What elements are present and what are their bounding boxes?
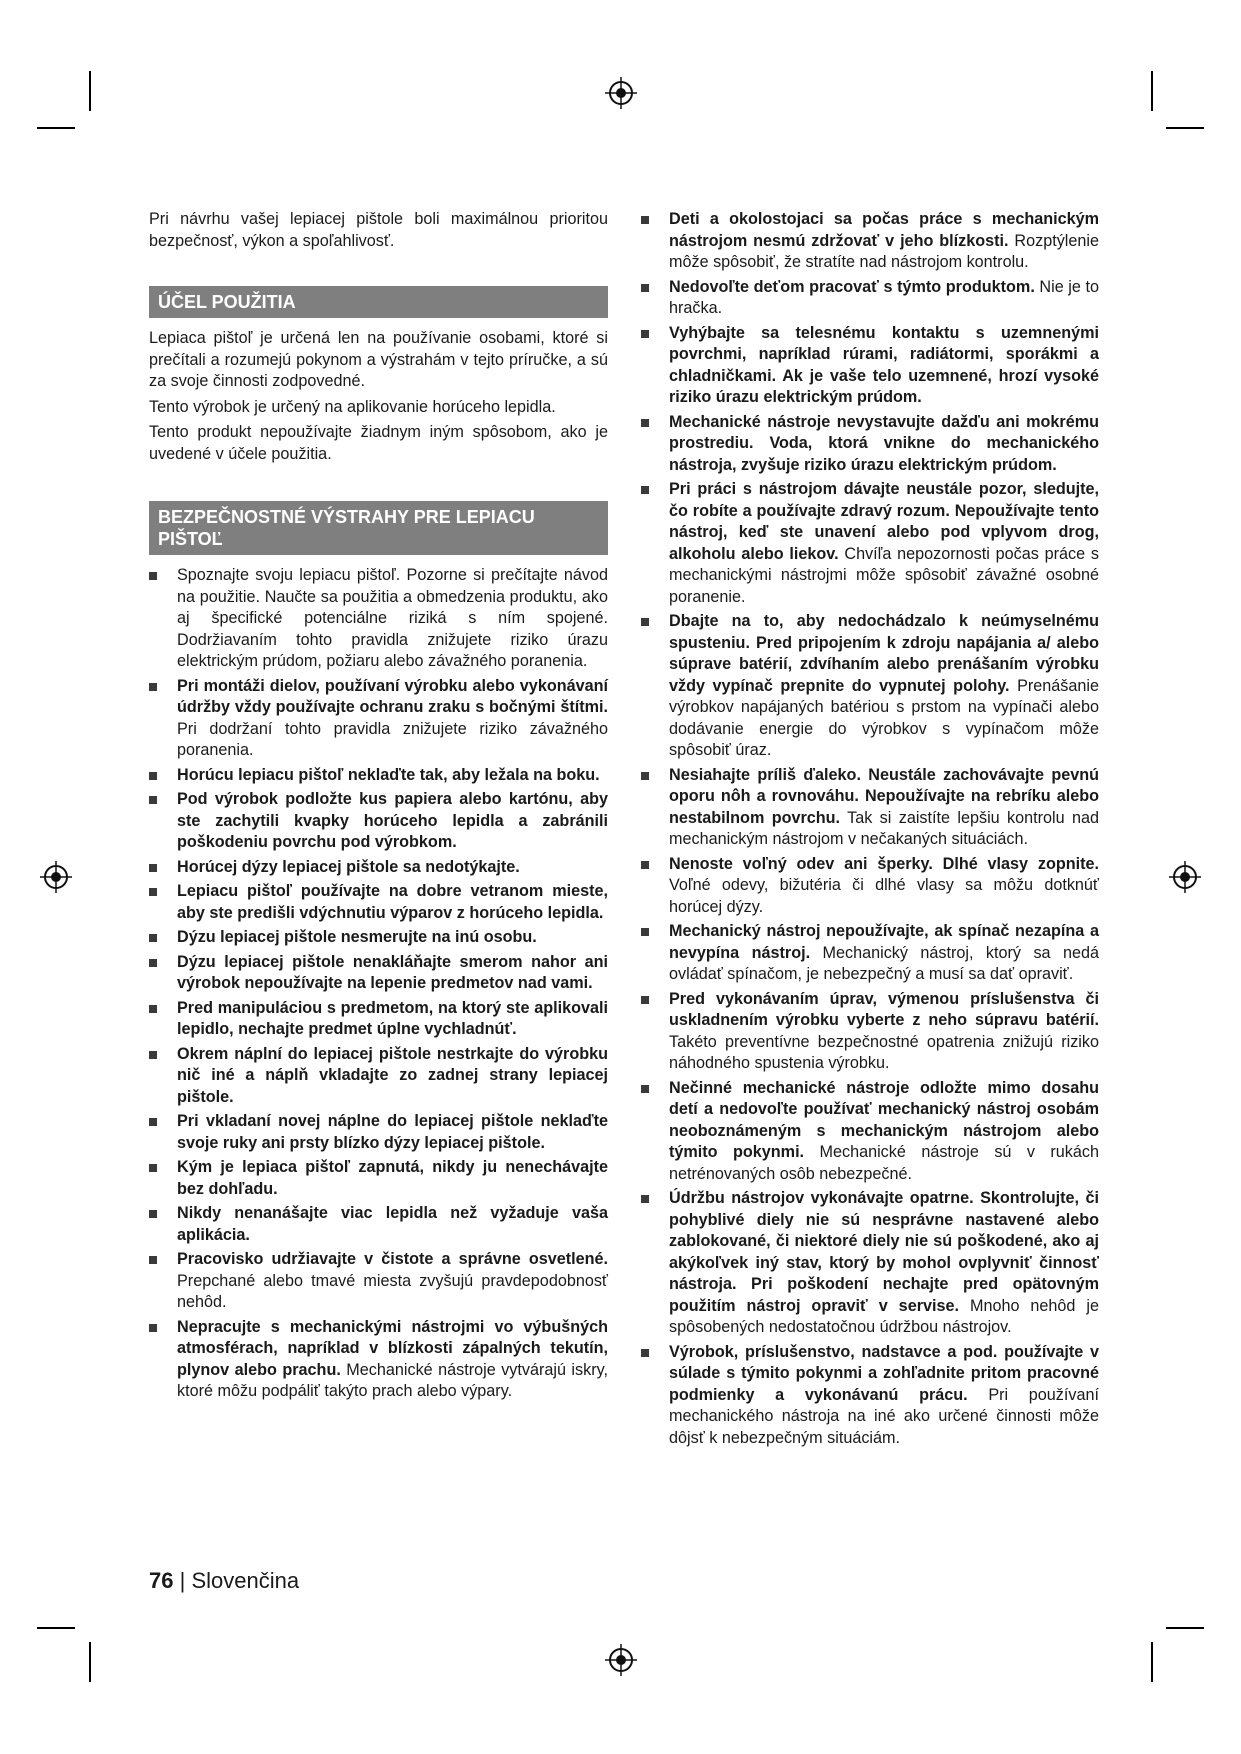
safety-list-right bbox=[641, 209, 1099, 1449]
list-item bbox=[149, 1044, 608, 1109]
purpose-paragraph: Tento výrobok je určený na aplikovanie horúceho lepidla. bbox=[149, 397, 556, 416]
list-item-text: Chvíľa nepozornosti počas práce s mechanickými nástrojmi môže spôsobiť závažné osobné poranenie. bbox=[669, 544, 1099, 606]
list-item bbox=[641, 323, 1099, 409]
crop-mark-top-right-v bbox=[1151, 71, 1153, 111]
footer-language: Slovenčina bbox=[191, 1568, 300, 1593]
list-item-text: Rozptýlenie môže spôsobiť, že stratíte nad nástrojom kontrolu. bbox=[669, 231, 1099, 271]
list-item-bold: Výrobok, príslušenstvo, nadstavce a pod. používajte v súlade s týmito pokynmi a zohľadnite pritom pracovné podmienky a vykonávanú prácu. bbox=[669, 1342, 1099, 1404]
list-item bbox=[149, 1317, 608, 1403]
crop-mark-bottom-right-h bbox=[1166, 1627, 1204, 1629]
list-item-text: Prenášanie výrobkov napájaných batériou s prstom na vypínači alebo dodávanie energie do výrobkov s vypínačom môže spôsobiť úraz. bbox=[669, 676, 1099, 759]
list-item-text: Mechanické nástroje sú v rukách netrénovaných osôb nebezpečné. bbox=[669, 1143, 1099, 1183]
registration-target-icon bbox=[604, 1643, 638, 1677]
list-item-bold: Vyhýbajte sa telesnému kontaktu s uzemnenými povrchmi, napríklad rúrami, radiátormi, sporákmi a chladničkami. Ak je vaše telo uzemnené, hrozí vysoké riziko úrazu elektrickým prúdom. bbox=[669, 323, 1099, 406]
list-item bbox=[149, 998, 608, 1041]
list-item bbox=[149, 952, 608, 995]
list-item bbox=[149, 1249, 608, 1314]
list-item-bold: Dýzu lepiacej pištole nesmerujte na inú osobu. bbox=[177, 928, 537, 946]
list-item-text: Pri používaní mechanického nástroja na iné ako určené činnosti môže dôjsť k nebezpečným situáciám. bbox=[669, 1385, 1099, 1447]
list-item bbox=[641, 277, 1099, 320]
list-item-bold: Mechanický nástroj nepoužívajte, ak spínač nezapína a nevypína nástroj. bbox=[669, 922, 1099, 962]
list-item-bold: Nikdy nenanášajte viac lepidla než vyžaduje vaša aplikácia. bbox=[177, 1204, 608, 1244]
crop-mark-bottom-left-h bbox=[37, 1627, 75, 1629]
list-item bbox=[149, 789, 608, 854]
list-item bbox=[641, 1188, 1099, 1339]
list-item bbox=[641, 209, 1099, 274]
safety-list-left bbox=[149, 565, 608, 1403]
list-item-bold: Pri vkladaní novej náplne do lepiacej pištole neklaďte svoje ruky ani prsty blízko dýzy lepiacej pištole. bbox=[177, 1112, 608, 1152]
intro-paragraph: Pri návrhu vašej lepiacej pištole boli maximálnou prioritou bezpečnosť, výkon a spoľahlivosť. bbox=[149, 210, 608, 250]
list-item bbox=[641, 479, 1099, 608]
crop-mark-bottom-left-v bbox=[89, 1642, 91, 1682]
crop-mark-top-left-v bbox=[89, 71, 91, 111]
list-item-text: Pri dodržaní tohto pravidla znižujete riziko závažného poranenia. bbox=[177, 719, 608, 759]
list-item bbox=[149, 765, 608, 787]
list-item-bold: Horúcej dýzy lepiacej pištole sa nedotýkajte. bbox=[177, 857, 520, 876]
list-item-bold: Údržbu nástrojov vykonávajte opatrne. Skontrolujte, či pohyblivé diely nie sú nesprávne nastavené alebo zablokované, či niektoré diely nie sú poškodené, ako aj akýkoľvek iný stav, ktorý by mohol ovplyvniť činnosť nástroja. Pri poškodení nechajte pred opätovným použitím nástroj opraviť v servise. bbox=[669, 1189, 1099, 1315]
list-item-bold: Mechanické nástroje nevystavujte dažďu ani mokrému prostrediu. Voda, ktorá vnikne do mechanického nástroja, zvyšuje riziko úrazu elektrickým prúdom. bbox=[669, 412, 1099, 474]
registration-target-icon bbox=[604, 76, 638, 110]
list-item bbox=[641, 1342, 1099, 1450]
list-item-bold: Nepracujte s mechanickými nástrojmi vo výbušných atmosférach, napríklad v blízkosti zápalných tekutín, plynov alebo prachu. bbox=[177, 1317, 608, 1379]
list-item-text: Prepchané alebo tmavé miesta zvyšujú pravdepodobnosť nehôd. bbox=[177, 1271, 608, 1311]
crop-mark-bottom-right-v bbox=[1151, 1642, 1153, 1682]
list-item-text: Tak si zaistíte lepšiu kontrolu nad mechanickým nástrojom v nečakaných situáciách. bbox=[669, 808, 1099, 848]
list-item-bold: Deti a okolostojaci sa počas práce s mechanickým nástrojom nesmú zdržovať v jeho blízkosti. bbox=[669, 210, 1099, 250]
list-item-text: Takéto preventívne bezpečnostné opatrenia znižujú riziko náhodného spustenia výrobku. bbox=[669, 1032, 1099, 1072]
list-item-bold: Kým je lepiaca pištoľ zapnutá, nikdy ju nenechávajte bez dohľadu. bbox=[177, 1158, 608, 1198]
section-heading-safety: BEZPEČNOSTNÉ VÝSTRAHY PRE LEPIACU PIŠTOĽ bbox=[149, 501, 608, 555]
list-item-text: Nie je to hračka. bbox=[669, 277, 1099, 317]
list-item bbox=[641, 611, 1099, 762]
footer-separator: | bbox=[173, 1568, 192, 1593]
list-item-text: Mnoho nehôd je spôsobených nedostatočnou údržbou nástrojov. bbox=[669, 1296, 1099, 1336]
list-item-bold: Pod výrobok podložte kus papiera alebo kartónu, aby ste zachytili kvapky horúceho lepidla a zabránili poškodeniu povrchu pod výrobkom. bbox=[177, 790, 608, 851]
page-number: 76 bbox=[149, 1568, 174, 1593]
list-item-bold: Pracovisko udržiavajte v čistote a správne osvetlené. bbox=[177, 1250, 608, 1268]
list-item bbox=[149, 1157, 608, 1200]
list-item bbox=[641, 1078, 1099, 1186]
list-item bbox=[149, 881, 608, 924]
crop-mark-top-left-h bbox=[37, 127, 75, 129]
section-heading-purpose: ÚČEL POUŽITIA bbox=[149, 286, 608, 318]
list-item bbox=[149, 676, 608, 762]
list-item-bold: Horúcu lepiacu pištoľ neklaďte tak, aby ležala na boku. bbox=[177, 765, 600, 784]
list-item bbox=[641, 854, 1099, 919]
list-item bbox=[149, 1111, 608, 1154]
list-item bbox=[149, 857, 608, 879]
purpose-paragraph: Lepiaca pištoľ je určená len na používanie osobami, ktoré si prečítali a rozumejú pokynom a výstrahám v tejto príručke, a sú za svoje činnosti zodpovedné. bbox=[149, 329, 608, 390]
list-item bbox=[641, 989, 1099, 1075]
list-item-bold: Okrem náplní do lepiacej pištole nestrkajte do výrobku nič iné a náplň vkladajte zo zadnej strany lepiacej pištole. bbox=[177, 1044, 608, 1106]
list-item-bold: Pred manipuláciou s predmetom, na ktorý ste aplikovali lepidlo, nechajte predmet úplne vychladnúť. bbox=[177, 998, 608, 1038]
list-item-text: Mechanický nástroj, ktorý sa nedá ovládať spínačom, je nebezpečný a musí sa dať opraviť. bbox=[669, 943, 1099, 983]
list-item-bold: Nesiahajte príliš ďaleko. Neustále zachovávajte pevnú oporu nôh a rovnováhu. Nepoužívajte na rebríku alebo nestabilnom povrchu. bbox=[669, 765, 1099, 827]
registration-target-icon bbox=[1168, 860, 1202, 894]
list-item bbox=[641, 412, 1099, 477]
list-item bbox=[641, 921, 1099, 986]
list-item bbox=[149, 1203, 608, 1246]
list-item-bold: Lepiacu pištoľ používajte na dobre vetranom mieste, aby ste predišli vdýchnutiu výparov z horúceho lepidla. bbox=[177, 882, 608, 922]
list-item-text: Spoznajte svoju lepiacu pištoľ. Pozorne si prečítajte návod na použitie. Naučte sa použitia a obmedzenia produktu, ako aj špecifické potenciálne riziká s ním spojené. Dodržiavaním tohto pravidla znižujete riziko úrazu elektrickým prúdom, požiaru alebo závažného poranenia. bbox=[177, 566, 608, 670]
list-item-bold: Pred vykonávaním úprav, výmenou príslušenstva či uskladnením výrobku vyberte z neho súpravu batérií. bbox=[669, 989, 1099, 1029]
list-item-bold: Pri práci s nástrojom dávajte neustále pozor, sledujte, čo robíte a používajte zdravý rozum. Nepoužívajte tento nástroj, keď ste unavení alebo pod vplyvom drog, alkoholu alebo liekov. bbox=[669, 480, 1099, 563]
page-footer bbox=[149, 1568, 299, 1594]
purpose-paragraph: Tento produkt nepoužívajte žiadnym iným spôsobom, ako je uvedené v účele použitia. bbox=[149, 423, 608, 463]
crop-mark-top-right-h bbox=[1166, 127, 1204, 129]
list-item-bold: Pri montáži dielov, používaní výrobku alebo vykonávaní údržby vždy používajte ochranu zraku s bočnými štítmi. bbox=[177, 676, 608, 716]
registration-target-icon bbox=[39, 860, 73, 894]
left-column bbox=[149, 209, 608, 1406]
list-item bbox=[149, 927, 608, 949]
list-item-bold: Nedovoľte deťom pracovať s týmto produktom. bbox=[669, 277, 1035, 296]
list-item-bold: Nečinné mechanické nástroje odložte mimo dosahu detí a nedovoľte používať mechanický nástroj osobám neoboznámeným s mechanickým nástrojom alebo týmito pokynmi. bbox=[669, 1078, 1099, 1161]
list-item-text: Voľné odevy, bižutéria či dlhé vlasy sa môžu dotknúť horúcej dýzy. bbox=[669, 876, 1099, 916]
right-column bbox=[641, 209, 1099, 1452]
list-item bbox=[641, 765, 1099, 851]
list-item bbox=[149, 565, 608, 673]
list-item-text: Mechanické nástroje vytvárajú iskry, ktoré môžu podpáliť takýto prach alebo výpary. bbox=[177, 1360, 608, 1400]
list-item-bold: Dýzu lepiacej pištole nenakláňajte smerom nahor ani výrobok nepoužívajte na lepenie predmetov nad vami. bbox=[177, 952, 608, 992]
list-item-bold: Nenoste voľný odev ani šperky. Dlhé vlasy zopnite. bbox=[669, 854, 1099, 873]
list-item-bold: Dbajte na to, aby nedochádzalo k neúmyselnému spusteniu. Pred pripojením k zdroju napájania a/ alebo súprave batérií, zdvíhaním alebo prenášaním výrobku vždy vypínač prepnite do vypnutej polohy. bbox=[669, 612, 1099, 695]
